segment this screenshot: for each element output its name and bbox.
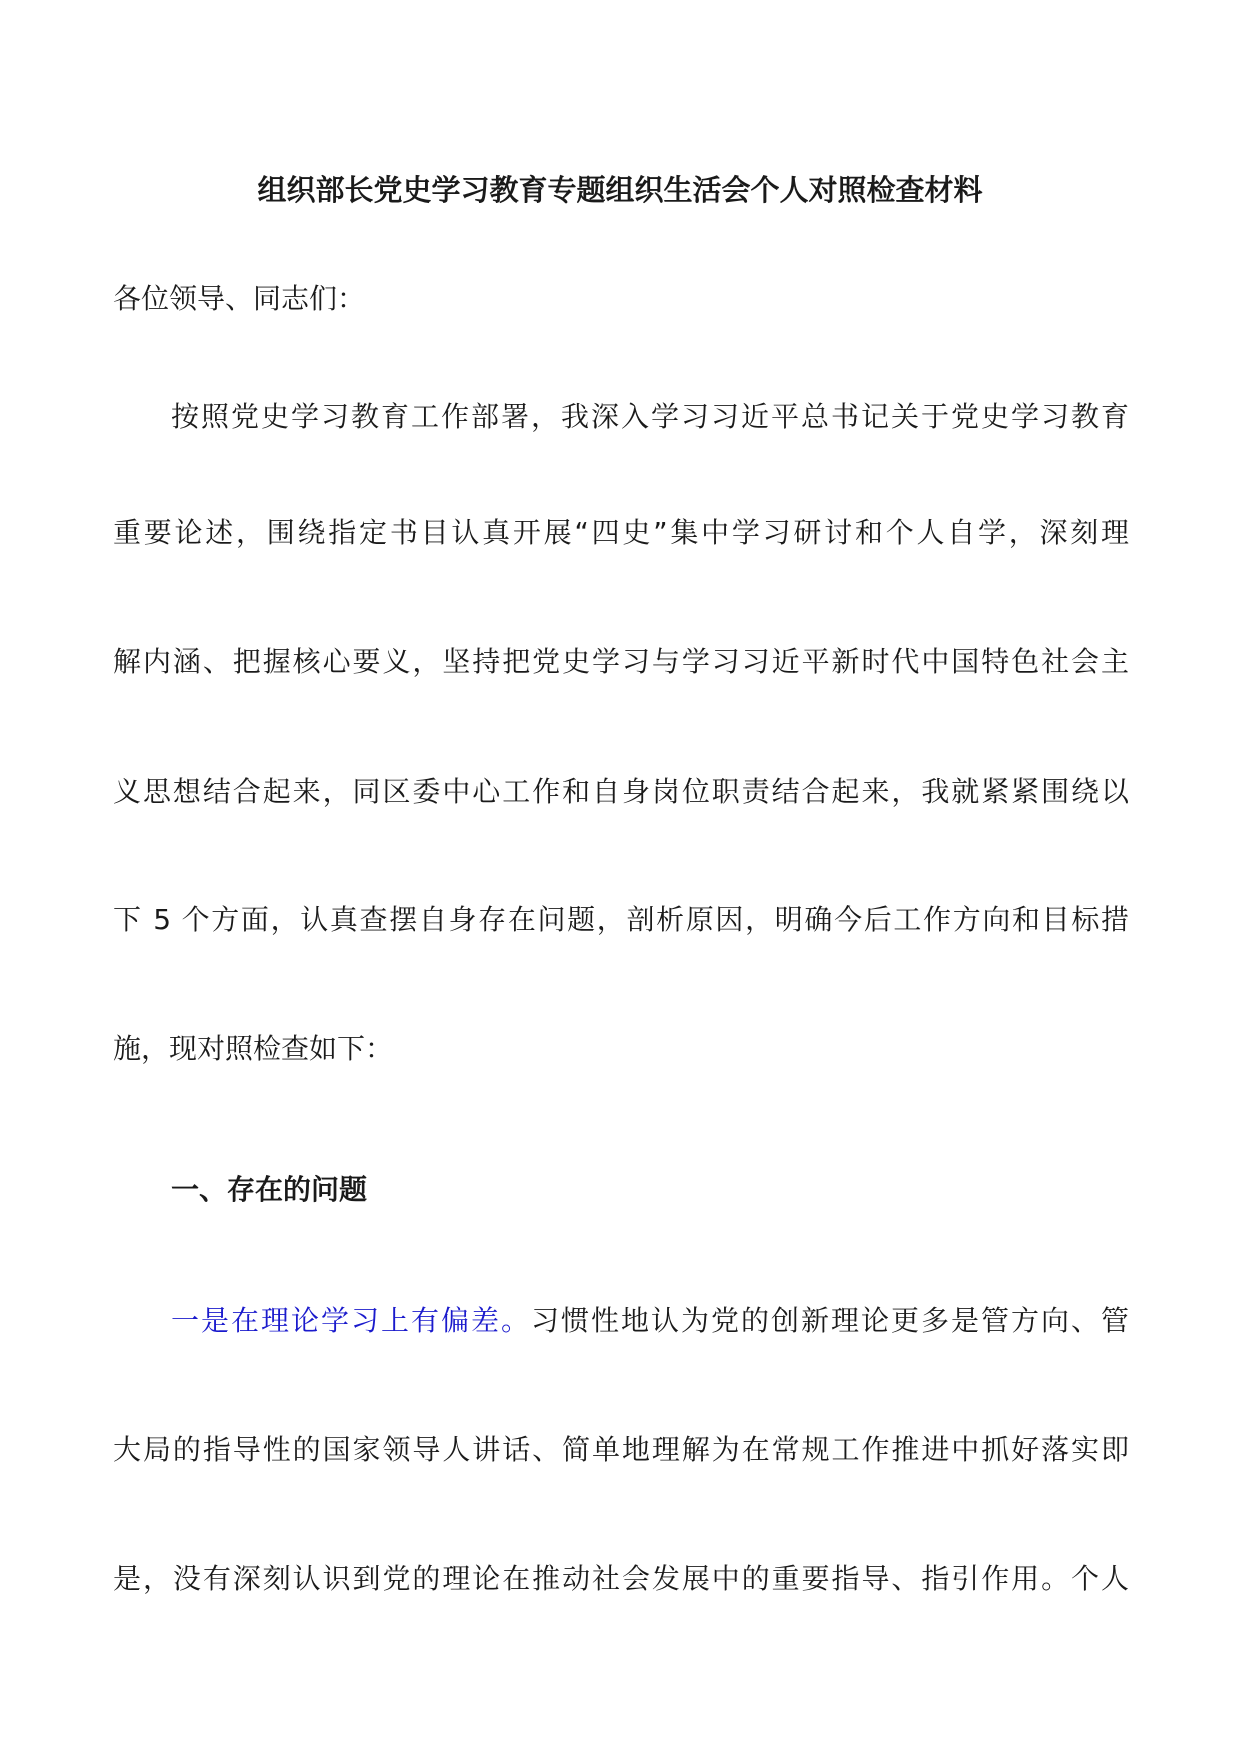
intro-line-3: 解内涵、把握核心要义，坚持把党史学习与学习习近平新时代中国特色社会主 [113, 645, 1129, 678]
intro-line-6: 施，现对照检查如下： [113, 1032, 394, 1065]
intro-line-4: 义思想结合起来，同区委中心工作和自身岗位职责结合起来，我就紧紧围绕以 [113, 775, 1129, 808]
intro-line-1: 按照党史学习教育工作部署，我深入学习习近平总书记关于党史学习教育 [171, 400, 1129, 433]
point1-line-3: 是，没有深刻认识到党的理论在推动社会发展中的重要指导、指引作用。个人 [113, 1562, 1129, 1595]
section-heading-problems: 一、存在的问题 [171, 1173, 368, 1206]
point1-line-1-rest: 习惯性地认为党的创新理论更多是管方向、管 [531, 1304, 1129, 1337]
intro-line-2: 重要论述，围绕指定书目认真开展“四史”集中学习研讨和个人自学，深刻理 [113, 516, 1129, 549]
point1-line-1 [171, 1301, 1129, 1341]
intro-line-5: 下 5 个方面，认真查摆自身存在问题，剖析原因，明确今后工作方向和目标措 [113, 903, 1129, 936]
salutation: 各位领导、同志们： [113, 282, 366, 315]
document-title: 组织部长党史学习教育专题组织生活会个人对照检查材料 [257, 173, 983, 207]
point1-highlight: 一是在理论学习上有偏差。 [171, 1304, 531, 1337]
point1-line-2: 大局的指导性的国家领导人讲话、简单地理解为在常规工作推进中抓好落实即 [113, 1433, 1129, 1466]
